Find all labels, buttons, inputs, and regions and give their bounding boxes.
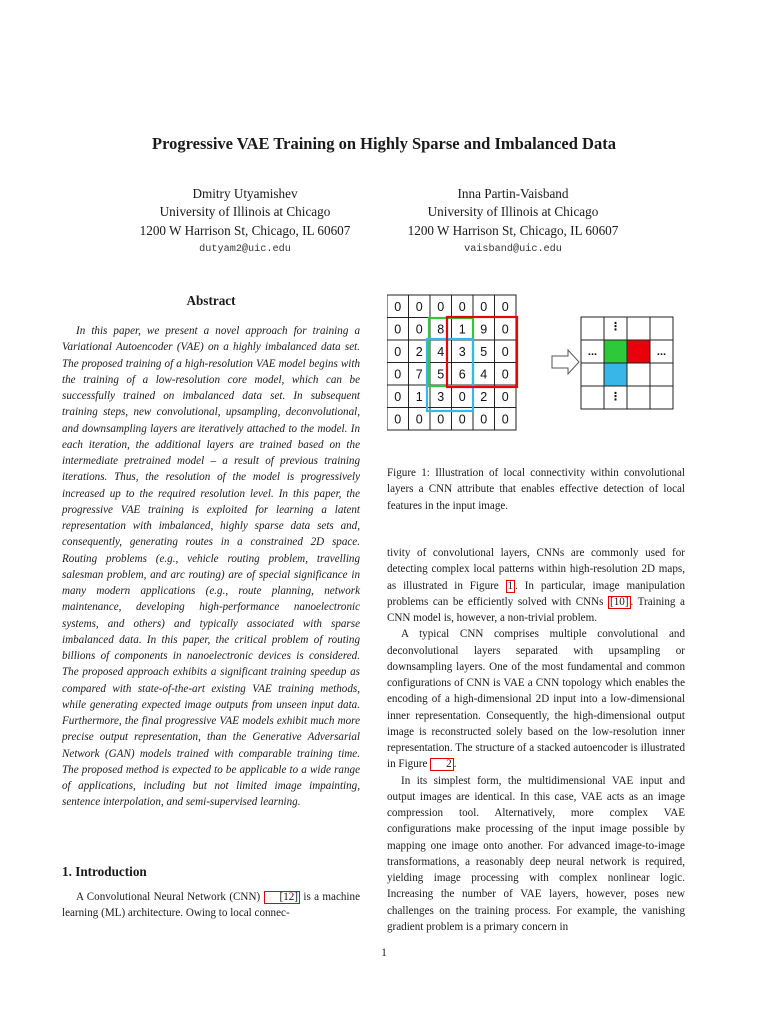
- output-cell-highlighted: [604, 363, 627, 386]
- grid-cell-value: 0: [458, 389, 466, 404]
- grid-cell-value: 0: [394, 322, 402, 337]
- grid-cell-value: 0: [437, 412, 445, 427]
- grid-cell-value: 0: [394, 367, 402, 382]
- grid-cell-value: 9: [480, 322, 488, 337]
- output-cell: [650, 363, 673, 386]
- paper-title: Progressive VAE Training on Highly Sparse and Imbalanced Data: [152, 134, 616, 153]
- author-address: 1200 W Harrison St, Chicago, IL 60607: [407, 222, 619, 238]
- grid-cell-value: 1: [415, 389, 423, 404]
- grid-cell-value: 0: [415, 322, 423, 337]
- citation-link[interactable]: [12]: [264, 891, 300, 904]
- grid-cell-value: 1: [458, 322, 466, 337]
- grid-cell-value: 5: [480, 344, 488, 359]
- page-number: 1: [381, 947, 387, 959]
- grid-cell-value: 2: [480, 389, 488, 404]
- grid-cell-value: 0: [480, 412, 488, 427]
- grid-cell-value: 5: [437, 367, 445, 382]
- author-name: Inna Partin-Vaisband: [457, 186, 569, 201]
- ellipsis-vertical-top: ⋮: [610, 321, 621, 333]
- ellipsis-horizontal-left: ...: [587, 346, 598, 358]
- grid-cell-value: 0: [458, 299, 466, 314]
- grid-cell-value: 0: [501, 299, 509, 314]
- paragraph: In its simplest form, the multidimensional VAE input and output images are identical. In this case, VAE acts as an image compression tool. Alternatively, more complex VAE configurations make processing of the input image possible by mapping one image onto another. For advanced image-to-image transformations, a reasonably deep neural network is required, yielding image processing with complex nonlinear logic. Increasing the number of VAE layers, however, poses new challenges on the training process. For example, the vanishing gradient problem is a primary concern in: [387, 774, 685, 933]
- grid-cell-value: 0: [394, 389, 402, 404]
- right-column-text: [387, 545, 685, 935]
- figure-ref-link[interactable]: 2: [430, 758, 454, 771]
- output-cell: [581, 363, 604, 386]
- grid-cell-value: 0: [501, 322, 509, 337]
- output-cell: [627, 363, 650, 386]
- grid-cell-value: 7: [415, 367, 423, 382]
- output-cell: [627, 317, 650, 340]
- output-cell: [650, 317, 673, 340]
- paragraph: [387, 626, 685, 772]
- arrow-icon: [552, 350, 579, 374]
- grid-cell-value: 4: [437, 344, 445, 359]
- grid-cell-value: 8: [437, 322, 445, 337]
- author-email[interactable]: vaisband@uic.edu: [464, 243, 562, 255]
- output-cell-highlighted: [604, 340, 627, 363]
- grid-cell-value: 6: [458, 367, 466, 382]
- grid-cell-value: 0: [394, 412, 402, 427]
- grid-cell-value: 0: [437, 299, 445, 314]
- grid-cell-value: 0: [501, 344, 509, 359]
- section-heading-introduction: 1. Introduction: [62, 864, 147, 879]
- author-block-1: [95, 185, 395, 256]
- grid-cell-value: 0: [458, 412, 466, 427]
- output-cell: [581, 317, 604, 340]
- abstract-heading: Abstract: [186, 293, 236, 308]
- grid-cell-value: 0: [501, 412, 509, 427]
- grid-cell-value: 0: [415, 299, 423, 314]
- text-run: A typical CNN comprises multiple convolutional and deconvolutional layers separated with upsampling or downsampling layers. One of the most fundamental and common configurations of CNN is VAE a CNN topology which enables the encoding of a high-dimensional 2D input into a low-dimensional inner representation. Consequently, the high-dimensional output image is reconstructed solely based on the low-resolution inner representation. The structure of a stacked autoencoder is illustrated in Figure: [387, 628, 685, 771]
- grid-cell-value: 4: [480, 367, 488, 382]
- figure-local-connectivity: [387, 292, 685, 434]
- intro-text-b: is a machine learning (ML) architecture. Owing to local connec-: [62, 891, 360, 920]
- grid-cell-value: 0: [501, 367, 509, 382]
- intro-paragraph: [62, 889, 360, 922]
- grid-cell-value: 0: [501, 389, 509, 404]
- grid-cell-value: 0: [394, 299, 402, 314]
- output-cell: [650, 386, 673, 409]
- grid-cell-value: 3: [458, 344, 466, 359]
- author-address: 1200 W Harrison St, Chicago, IL 60607: [139, 222, 351, 238]
- text-run: .: [453, 758, 457, 771]
- text-run: . Training a CNN model is, however, a non-trivial problem.: [387, 595, 685, 624]
- intro-text-a: A Convolutional Neural Network (CNN): [76, 891, 264, 903]
- ellipsis-vertical-bottom: ⋮: [610, 391, 621, 403]
- author-name: Dmitry Utyamishev: [192, 186, 298, 201]
- figure-caption: Figure 1: Illustration of local connectivity within convolutional layers a CNN attribute that enables effective detection of local features in the input image.: [387, 467, 685, 512]
- output-cell-highlighted: [627, 340, 650, 363]
- grid-cell-value: 2: [415, 344, 423, 359]
- author-email[interactable]: dutyam2@uic.edu: [199, 243, 291, 255]
- figure-ref-link[interactable]: 1: [507, 579, 514, 592]
- author-block-2: [363, 185, 663, 256]
- abstract-text: In this paper, we present a novel approach for training a Variational Autoencoder (VAE) on a highly imbalanced data set. The proposed training of a high-resolution VAE model begins with the training of a low-resolution core model, which can be successfully trained on imbalanced data set. In subsequent training steps, new convolutional, upsampling, deconvolutional, and downsampling layers are iteratively attached to the model. In each iteration, the additional layers are trained based on the intermediate pretrained model – a result of previous training iterations. Thus, the resolution of the model is progressively increased up to the required resolution level. In this paper, the progressive VAE training is exploited for learning a latent representation with imbalanced, highly sparse data sets and, consequently, generating routes in a constrained 2D space. Routing problems (e.g., vehicle routing problem, travelling salesman problem, and arc routing) are of special significance in many modern applications (e.g., route planning, network maintenance, developing high-performance nanoelectronic systems, and others) and typically associated with sparse imbalanced data. In this paper, the critical problem of routing billions of components in nanoelectronic devices is considered. The proposed approach exhibits a significant training speedup as compared with state-of-the-art existing VAE training methods, while generating expected image outputs from unseen input data. Furthermore, the final progressive VAE models exhibit much more precise output representation, than the Generative Adversarial Network (GAN) models trained with comparable training time. The proposed method is expected to be applicable to a wide range of applications, including but not limited image impainting, sentence interpolation, and semi-supervised learning.: [62, 325, 360, 809]
- input-grid: [387, 295, 516, 430]
- ellipsis-horizontal-right: ...: [656, 346, 667, 358]
- author-affiliation: University of Illinois at Chicago: [159, 204, 331, 220]
- citation-link[interactable]: [10]: [610, 595, 629, 608]
- paragraph: [387, 545, 685, 626]
- grid-cell-value: 3: [437, 389, 445, 404]
- grid-cell-value: 0: [415, 412, 423, 427]
- output-cell: [581, 386, 604, 409]
- grid-cell-value: 0: [480, 299, 488, 314]
- output-cell: [627, 386, 650, 409]
- text-run: . In particular, image manipulation problems can be efficiently solved with CNNs: [387, 579, 685, 608]
- author-affiliation: University of Illinois at Chicago: [427, 204, 599, 220]
- grid-cell-value: 0: [394, 344, 402, 359]
- output-grid: [581, 317, 673, 409]
- text-run: tivity of convolutional layers, CNNs are commonly used for detecting complex local patterns within high-resolution 2D maps, as illustrated in Figure: [387, 547, 685, 592]
